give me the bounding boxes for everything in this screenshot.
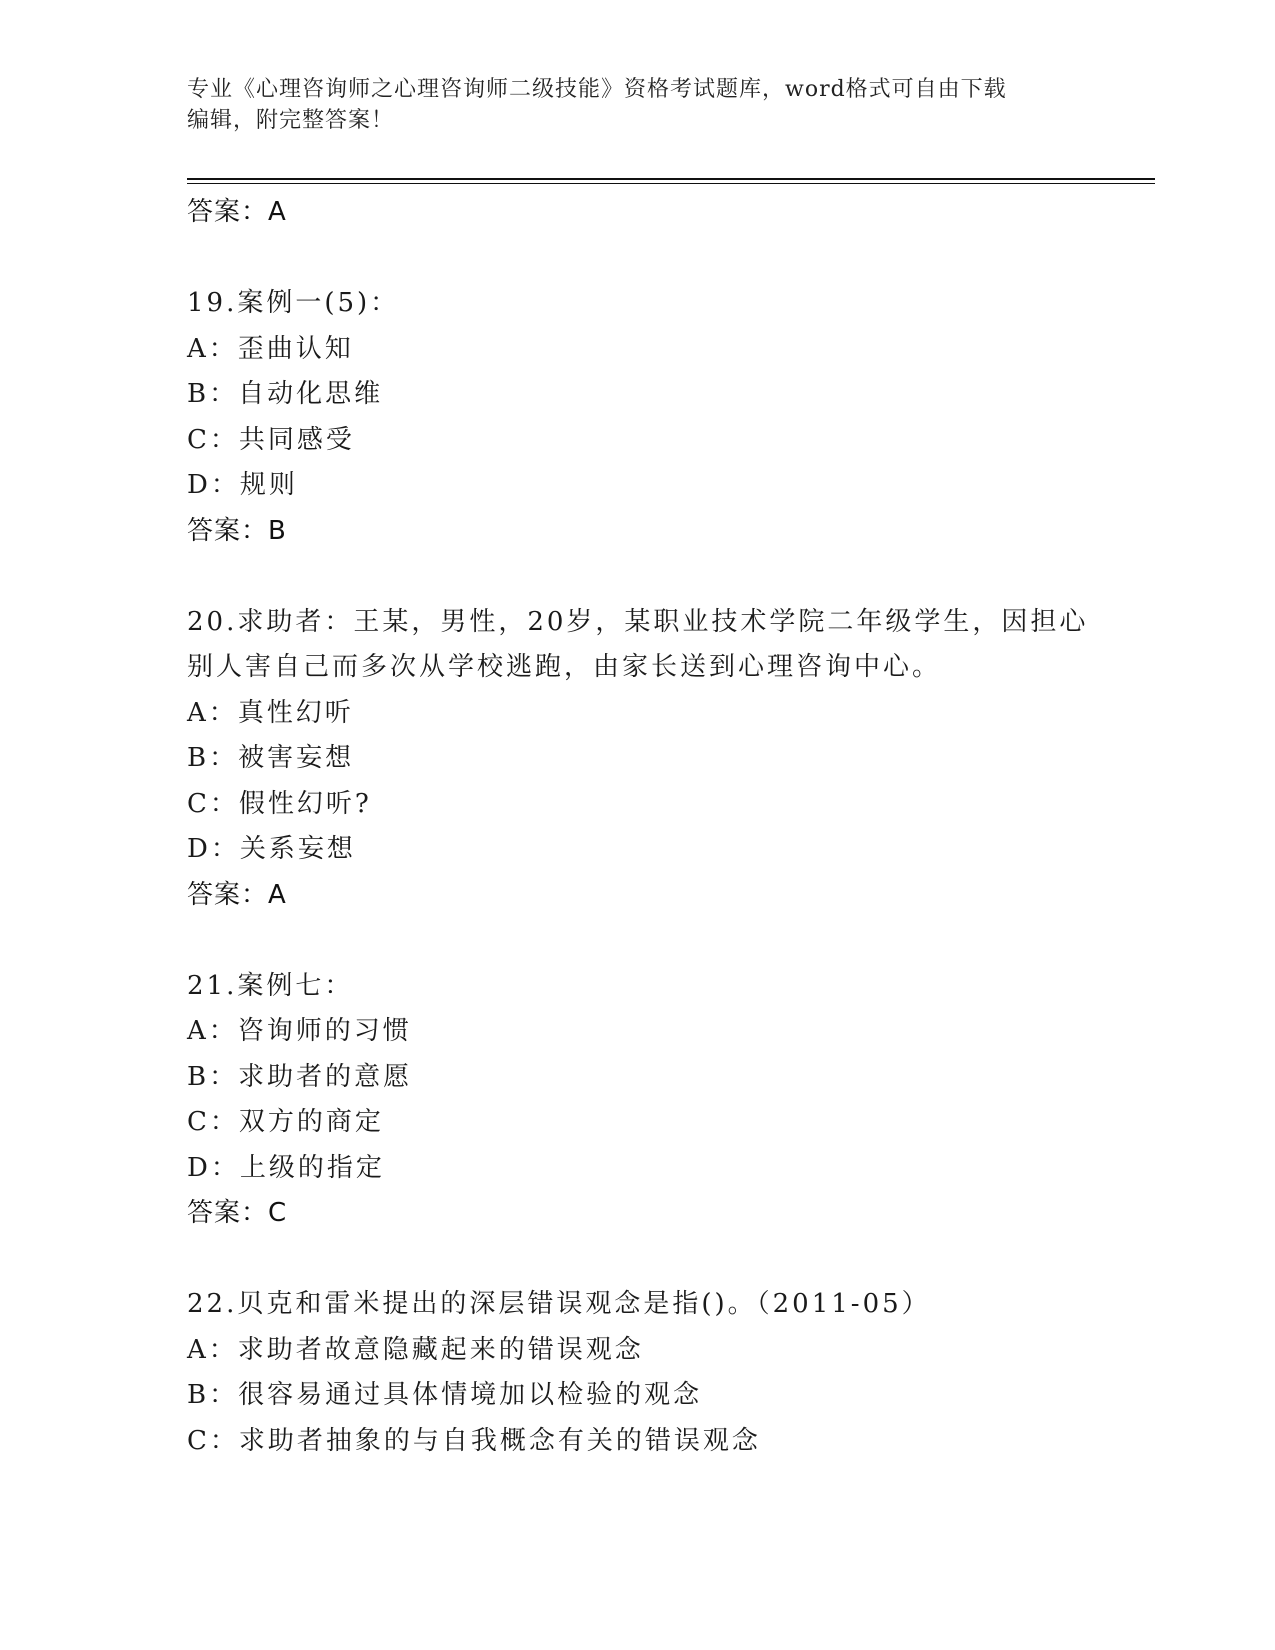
option-c: C：双方的商定 bbox=[187, 1107, 384, 1137]
question-stem-continued: 别人害自己而多次从学校逃跑，由家长送到心理咨询中心。 bbox=[187, 652, 942, 682]
document-header bbox=[187, 74, 1067, 136]
option-d: D：关系妄想 bbox=[187, 834, 356, 864]
spacer bbox=[187, 554, 1147, 600]
spacer bbox=[187, 236, 1147, 282]
option-a: A：咨询师的习惯 bbox=[187, 1016, 412, 1046]
option-b: B：求助者的意愿 bbox=[187, 1061, 413, 1092]
option-b: B：被害妄想 bbox=[187, 743, 355, 773]
question-stem: 22.贝克和雷米提出的深层错误观念是指()。（2011-05） bbox=[187, 1289, 931, 1319]
question-21 bbox=[187, 964, 1147, 1237]
answer-line: 答案：B bbox=[187, 515, 287, 546]
spacer bbox=[187, 1237, 1147, 1283]
question-stem: 19.案例一(5)： bbox=[187, 288, 400, 318]
question-stem: 20.求助者：王某，男性，20岁，某职业技术学院二年级学生，因担心 bbox=[187, 606, 1089, 637]
option-c: C：假性幻听? bbox=[187, 788, 372, 819]
header-line-2: 编辑，附完整答案！ bbox=[187, 108, 395, 133]
question-list bbox=[187, 190, 1147, 1464]
question-19 bbox=[187, 281, 1147, 554]
option-d: D：规则 bbox=[187, 470, 298, 500]
answer-line: 答案：C bbox=[187, 1198, 288, 1228]
option-a: A：求助者故意隐藏起来的错误观念 bbox=[187, 1334, 644, 1365]
option-d: D：上级的指定 bbox=[187, 1152, 385, 1183]
header-divider-thin bbox=[187, 183, 1155, 184]
header-divider-thick bbox=[187, 178, 1155, 180]
option-b: B：很容易通过具体情境加以检验的观念 bbox=[187, 1380, 703, 1410]
option-c: C：求助者抽象的与自我概念有关的错误观念 bbox=[187, 1425, 761, 1456]
answer-line: 答案：A bbox=[187, 879, 287, 910]
header-line-1: 专业《心理咨询师之心理咨询师二级技能》资格考试题库，word格式可自由下载 bbox=[187, 77, 1007, 102]
option-a: A：歪曲认知 bbox=[187, 333, 354, 364]
question-20 bbox=[187, 600, 1147, 919]
option-a: A：真性幻听 bbox=[187, 697, 354, 728]
question-stem: 21.案例七： bbox=[187, 970, 354, 1001]
option-c: C：共同感受 bbox=[187, 424, 355, 455]
spacer bbox=[187, 918, 1147, 964]
answer-line: 答案：A bbox=[187, 197, 287, 227]
option-b: B：自动化思维 bbox=[187, 379, 384, 409]
question-22 bbox=[187, 1282, 1147, 1464]
